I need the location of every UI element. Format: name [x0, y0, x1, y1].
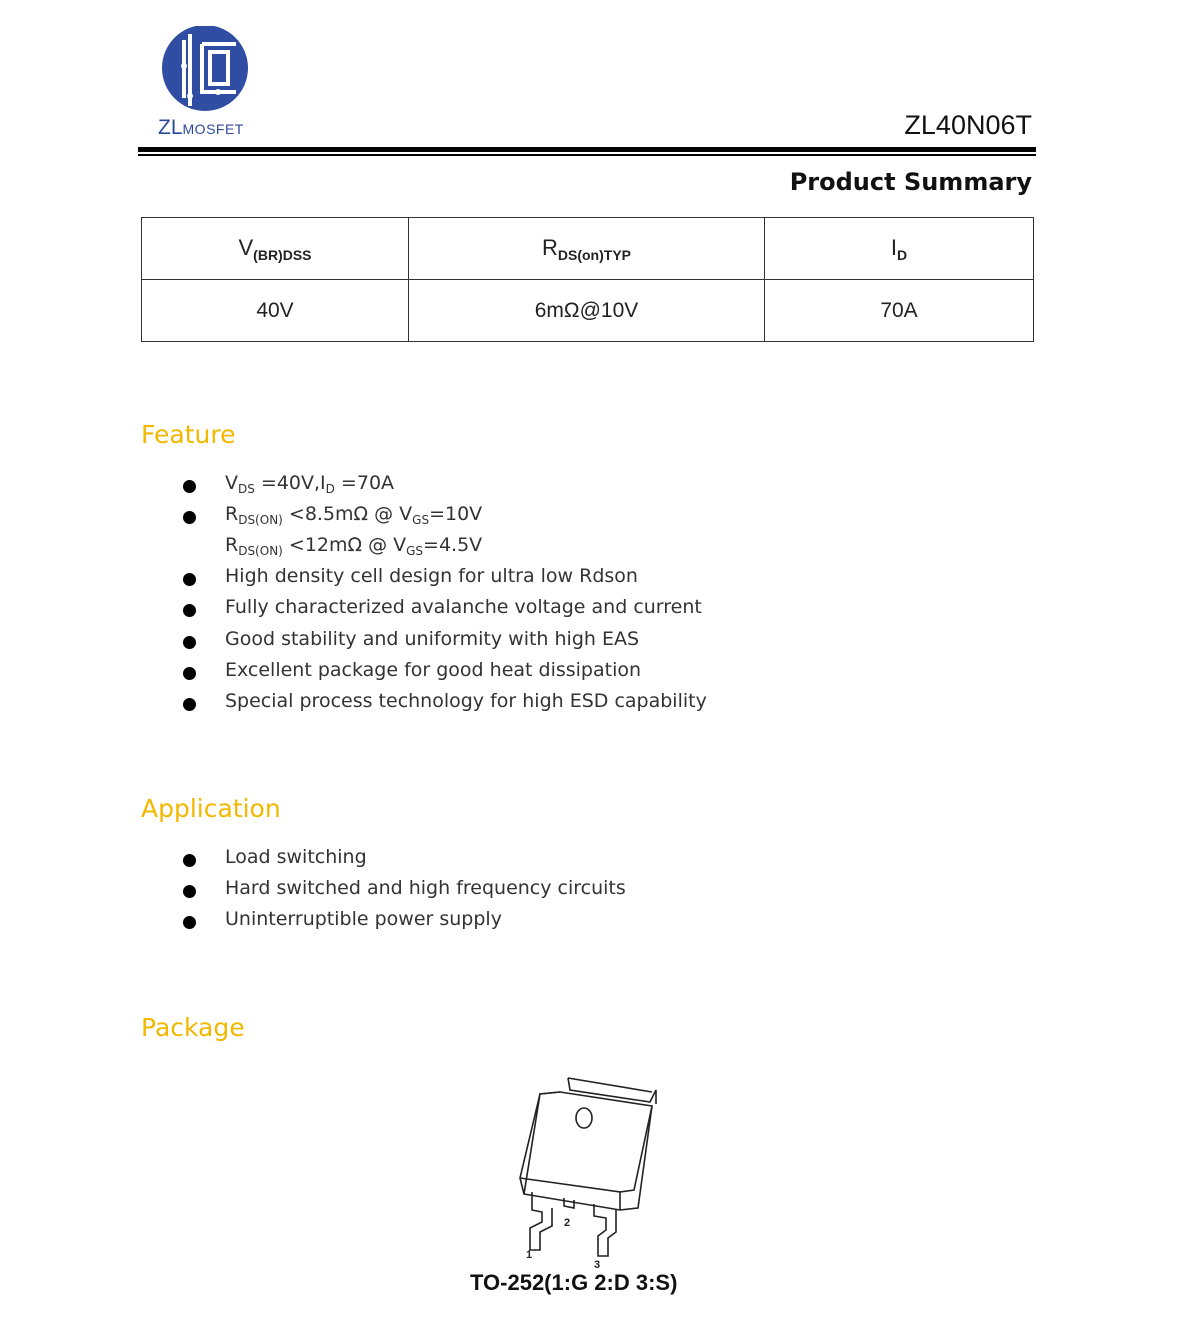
- value-cell-id: 70A: [765, 280, 1034, 342]
- bullet-icon: [183, 698, 196, 711]
- bullet-icon: [183, 604, 196, 617]
- value-cell-rdson: 6mΩ@10V: [409, 280, 765, 342]
- value-cell-vbrdss: 40V: [142, 280, 409, 342]
- package-title: Package: [141, 1013, 245, 1042]
- feature-title: Feature: [141, 420, 236, 449]
- bullet-icon: [183, 511, 196, 524]
- to252-package-icon: [460, 1070, 730, 1270]
- bullet-icon: [183, 667, 196, 680]
- bullet-icon: [183, 916, 196, 929]
- product-summary-table: [141, 217, 1034, 342]
- header-rule-thin: [138, 154, 1036, 156]
- header-cell-id: $I_D$: [765, 218, 1034, 280]
- pin-label-1: 1: [526, 1249, 533, 1261]
- pin-label-2: 2: [564, 1217, 571, 1229]
- bullet-icon: [183, 854, 196, 867]
- bullet-icon: [183, 636, 196, 649]
- bullet-icon: [183, 573, 196, 586]
- pin-label-3: 3: [594, 1259, 601, 1270]
- header-cell-rdson: $R_{DS(on)TYP}$: [409, 218, 765, 280]
- header-rule-thick: [138, 147, 1036, 152]
- product-summary-title: Product Summary: [789, 168, 1032, 196]
- bullet-icon: [183, 480, 196, 493]
- header-cell-vbrdss: $V_{(BR)DSS}$: [142, 218, 409, 280]
- bullet-icon: [183, 885, 196, 898]
- part-number: ZL40N06T: [904, 110, 1032, 140]
- brand-wordmark: [158, 116, 244, 140]
- package-caption: TO-252(1:G 2:D 3:S): [470, 1270, 678, 1295]
- table-value-row: [142, 280, 1034, 342]
- brand-mosfet: MOSFET: [182, 121, 244, 137]
- application-title: Application: [141, 794, 281, 823]
- brand-zl: ZL: [158, 116, 183, 139]
- table-header-row: [142, 218, 1034, 280]
